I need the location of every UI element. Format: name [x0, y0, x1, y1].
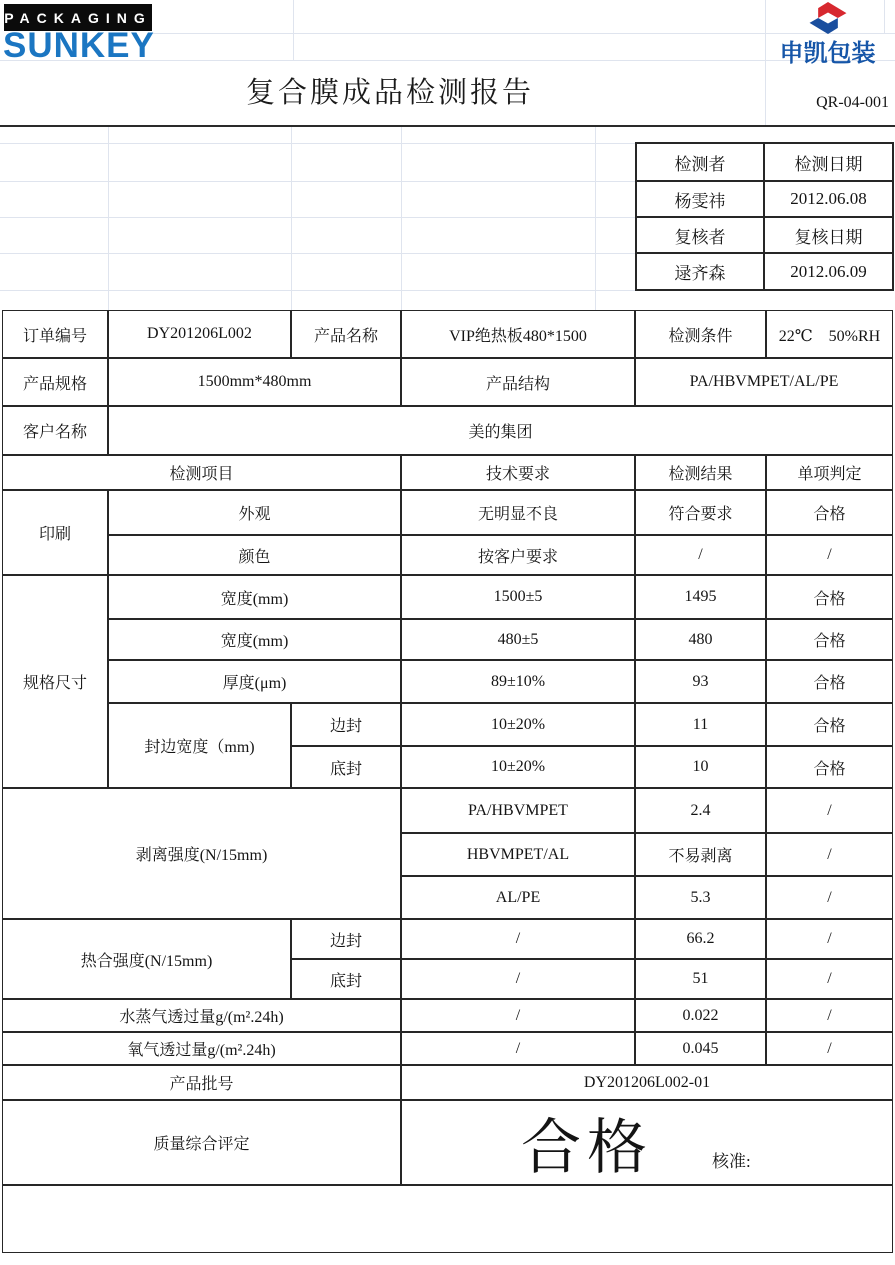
row-heatside-req: /: [401, 919, 635, 959]
col-header-requirement: 技术要求: [401, 455, 635, 490]
row-wvtr-judge: /: [766, 999, 893, 1032]
grid-line: [0, 143, 636, 144]
product-name-value: VIP绝热板480*1500: [401, 310, 635, 358]
row-sealbottom-result: 10: [635, 746, 766, 788]
row-appearance-item: 外观: [108, 490, 401, 535]
condition-label: 检测条件: [635, 310, 766, 358]
overall-label: 质量综合评定: [2, 1100, 401, 1185]
sunkey-logo: SUNKEY: [3, 26, 155, 65]
row-sealbottom-req: 10±20%: [401, 746, 635, 788]
order-no-value: DY201206L002: [108, 310, 291, 358]
row-heatside-judge: /: [766, 919, 893, 959]
condition-value: 22℃ 50%RH: [766, 310, 893, 358]
grid-line: [0, 253, 636, 254]
col-header-result: 检测结果: [635, 455, 766, 490]
row-width1-judge: 合格: [766, 575, 893, 619]
group-print: 印刷: [2, 490, 108, 575]
row-sealside-item: 边封: [291, 703, 401, 746]
row-sealside-req: 10±20%: [401, 703, 635, 746]
row-width2-judge: 合格: [766, 619, 893, 660]
row-color-req: 按客户要求: [401, 535, 635, 575]
row-heatbottom-judge: /: [766, 959, 893, 999]
group-seal-width: 封边宽度（mm): [108, 703, 291, 788]
row-color-judge: /: [766, 535, 893, 575]
grid-line: [0, 181, 636, 182]
row-peel1-judge: /: [766, 788, 893, 833]
inspector-name: 杨雯祎: [636, 181, 764, 217]
row-otr-req: /: [401, 1032, 635, 1065]
row-wvtr-req: /: [401, 999, 635, 1032]
row-heatbottom-item: 底封: [291, 959, 401, 999]
row-heatbottom-result: 51: [635, 959, 766, 999]
inspect-date-header: 检测日期: [764, 143, 893, 181]
reviewer-header: 复核者: [636, 217, 764, 253]
row-otr-judge: /: [766, 1032, 893, 1065]
row-appearance-result: 符合要求: [635, 490, 766, 535]
col-header-judgement: 单项判定: [766, 455, 893, 490]
row-peel3-judge: /: [766, 876, 893, 919]
row-thickness-result: 93: [635, 660, 766, 703]
structure-label: 产品结构: [401, 358, 635, 406]
overall-value-cell: [401, 1100, 893, 1185]
row-appearance-req: 无明显不良: [401, 490, 635, 535]
row-width2-req: 480±5: [401, 619, 635, 660]
grid-line: [884, 0, 885, 33]
row-heatside-item: 边封: [291, 919, 401, 959]
approve-label: 核准:: [712, 1152, 751, 1171]
row-sealbottom-judge: 合格: [766, 746, 893, 788]
row-peel1-item: PA/HBVMPET: [401, 788, 635, 833]
row-peel2-judge: /: [766, 833, 893, 876]
grid-line: [0, 217, 636, 218]
row-sealbottom-item: 底封: [291, 746, 401, 788]
row-heatbottom-req: /: [401, 959, 635, 999]
customer-value: 美的集团: [108, 406, 893, 455]
row-heatside-result: 66.2: [635, 919, 766, 959]
inspector-header: 检测者: [636, 143, 764, 181]
row-sealside-result: 11: [635, 703, 766, 746]
grid-line: [0, 290, 636, 291]
reviewer-name: 逯齐森: [636, 253, 764, 290]
row-sealside-judge: 合格: [766, 703, 893, 746]
product-name-label: 产品名称: [291, 310, 401, 358]
group-dimensions: 规格尺寸: [2, 575, 108, 788]
row-peel2-item: HBVMPET/AL: [401, 833, 635, 876]
shenkai-logo-text: 申凯包装: [779, 40, 876, 67]
row-otr-item: 氧气透过量g/(m².24h): [2, 1032, 401, 1065]
spec-label: 产品规格: [2, 358, 108, 406]
overall-result: 合格: [521, 1114, 653, 1181]
remarks-box: [2, 1185, 893, 1253]
row-otr-result: 0.045: [635, 1032, 766, 1065]
row-peel3-result: 5.3: [635, 876, 766, 919]
row-width1-item: 宽度(mm): [108, 575, 401, 619]
spec-value: 1500mm*480mm: [108, 358, 401, 406]
row-appearance-judge: 合格: [766, 490, 893, 535]
row-peel3-item: AL/PE: [401, 876, 635, 919]
group-peel-strength: 剥离强度(N/15mm): [2, 788, 401, 919]
row-thickness-req: 89±10%: [401, 660, 635, 703]
row-thickness-judge: 合格: [766, 660, 893, 703]
order-no-label: 订单编号: [2, 310, 108, 358]
col-header-item: 检测项目: [2, 455, 401, 490]
packaging-logo: PACKAGING: [4, 4, 152, 31]
row-wvtr-result: 0.022: [635, 999, 766, 1032]
row-color-result: /: [635, 535, 766, 575]
page-title: 复合膜成品检测报告: [245, 77, 534, 109]
inspect-date: 2012.06.08: [764, 181, 893, 217]
group-heatseal-strength: 热合强度(N/15mm): [2, 919, 291, 999]
row-width2-item: 宽度(mm): [108, 619, 401, 660]
row-wvtr-item: 水蒸气透过量g/(m².24h): [2, 999, 401, 1032]
grid-line: [293, 0, 294, 60]
row-thickness-item: 厚度(μm): [108, 660, 401, 703]
review-date: 2012.06.09: [764, 253, 893, 290]
row-peel1-result: 2.4: [635, 788, 766, 833]
row-width1-result: 1495: [635, 575, 766, 619]
row-width1-req: 1500±5: [401, 575, 635, 619]
row-width2-result: 480: [635, 619, 766, 660]
batch-label: 产品批号: [2, 1065, 401, 1100]
row-color-item: 颜色: [108, 535, 401, 575]
row-peel2-result: 不易剥离: [635, 833, 766, 876]
divider: [0, 125, 895, 127]
review-date-header: 复核日期: [764, 217, 893, 253]
doc-code: QR-04-001: [816, 94, 889, 111]
structure-value: PA/HBVMPET/AL/PE: [635, 358, 893, 406]
customer-label: 客户名称: [2, 406, 108, 455]
batch-value: DY201206L002-01: [401, 1065, 893, 1100]
